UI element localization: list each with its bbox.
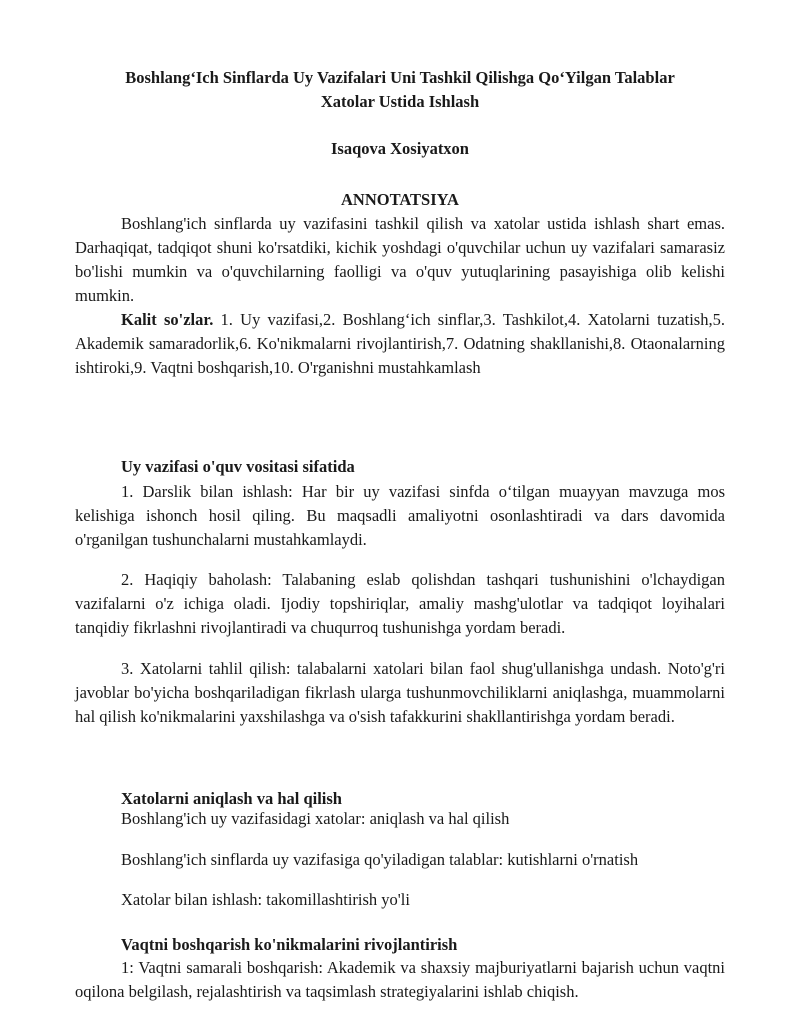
section3-paragraph-1: 1: Vaqtni samarali boshqarish: Akademik va shaxsiy majburiyatlarni bajarish uchun vaqtni oqilona belgilash, rejalashtirish va taqsimlash strategiyalarini ishlab chiqish. bbox=[75, 958, 725, 1001]
author-name: Isaqova Xosiyatxon bbox=[331, 139, 469, 158]
annotation-heading: ANNOTATSIYA bbox=[341, 190, 459, 209]
section1-paragraph-3: 3. Xatolarni tahlil qilish: talabalarni xatolari bilan faol shug'ullanishga undash. Noto'g'ri javoblar bo'yicha boshqariladigan fikrlash ularga tushunmovchiliklarni aniqlashga, muammolarni hal qilish ko'nikmalarini yaxshilashga va o'sish tafakkurini shakllantirishga yordam beradi. bbox=[75, 659, 725, 726]
section2-line-2: Boshlang'ich sinflarda uy vazifasiga qo'yiladigan talablar: kutishlarni o'rnatish bbox=[121, 850, 639, 869]
title-line-1: Boshlang‘Ich Sinflarda Uy Vazifalari Uni Tashkil Qilishga Qo‘Yilgan Talablar bbox=[125, 68, 675, 87]
annotation-text: Boshlang'ich sinflarda uy vazifasini tashkil qilish va xatolar ustida ishlash shart emas. Darhaqiqat, tadqiqot shuni ko'rsatdiki, kichik yoshdagi o'quvchilar uchun uy vazifalari samarasiz bo'lishi mumkin va o'quvchilarning faolligi va o'quv yutuqlarining pasayishiga olib kelishi mumkin. bbox=[75, 214, 725, 305]
document-title bbox=[60, 66, 740, 114]
keywords-text: 1. Uy vazifasi,2. Boshlang‘ich sinflar,3. Tashkilot,4. Xatolarni tuzatish,5. Akademik samaradorlik,6. Ko'nikmalarni rivojlantirish,7. Odatning shakllanishi,8. Otaonalarning ishtiroki,9. Vaqtni boshqarish,10. O'rganishni mustahkamlash bbox=[75, 310, 725, 377]
section2-line-1: Boshlang'ich uy vazifasidagi xatolar: aniqlash va hal qilish bbox=[121, 809, 510, 828]
section2-line-3: Xatolar bilan ishlash: takomillashtirish yo'li bbox=[121, 890, 410, 909]
section-heading-time-management: Vaqtni boshqarish ko'nikmalarini rivojlantirish bbox=[121, 935, 458, 954]
section1-paragraph-1: 1. Darslik bilan ishlash: Har bir uy vazifasi sinfda o‘tilgan muayyan mavzuga mos kelishiga ishonch hosil qiling. Bu maqsadli amaliyotni osonlashtiradi va dars davomida o'rganilgan tushunchalarni mustahkamlaydi. bbox=[75, 482, 725, 549]
section-heading-homework-tool: Uy vazifasi o'quv vositasi sifatida bbox=[121, 457, 355, 476]
keywords-paragraph bbox=[75, 308, 725, 380]
keywords-label: Kalit so'zlar. bbox=[121, 310, 214, 329]
title-line-2: Xatolar Ustida Ishlash bbox=[320, 92, 480, 111]
section1-paragraph-2: 2. Haqiqiy baholash: Talabaning eslab qolishdan tashqari tushunishini o'lchaydigan vazifalarni o'z ichiga oladi. Ijodiy topshiriqlar, amaliy mashg'ulotlar va tadqiqot loyihalari tanqidiy fikrlashni rivojlantiradi va chuqurroq tushunishga yordam beradi. bbox=[75, 570, 725, 637]
section-heading-errors: Xatolarni aniqlash va hal qilish bbox=[121, 789, 342, 808]
